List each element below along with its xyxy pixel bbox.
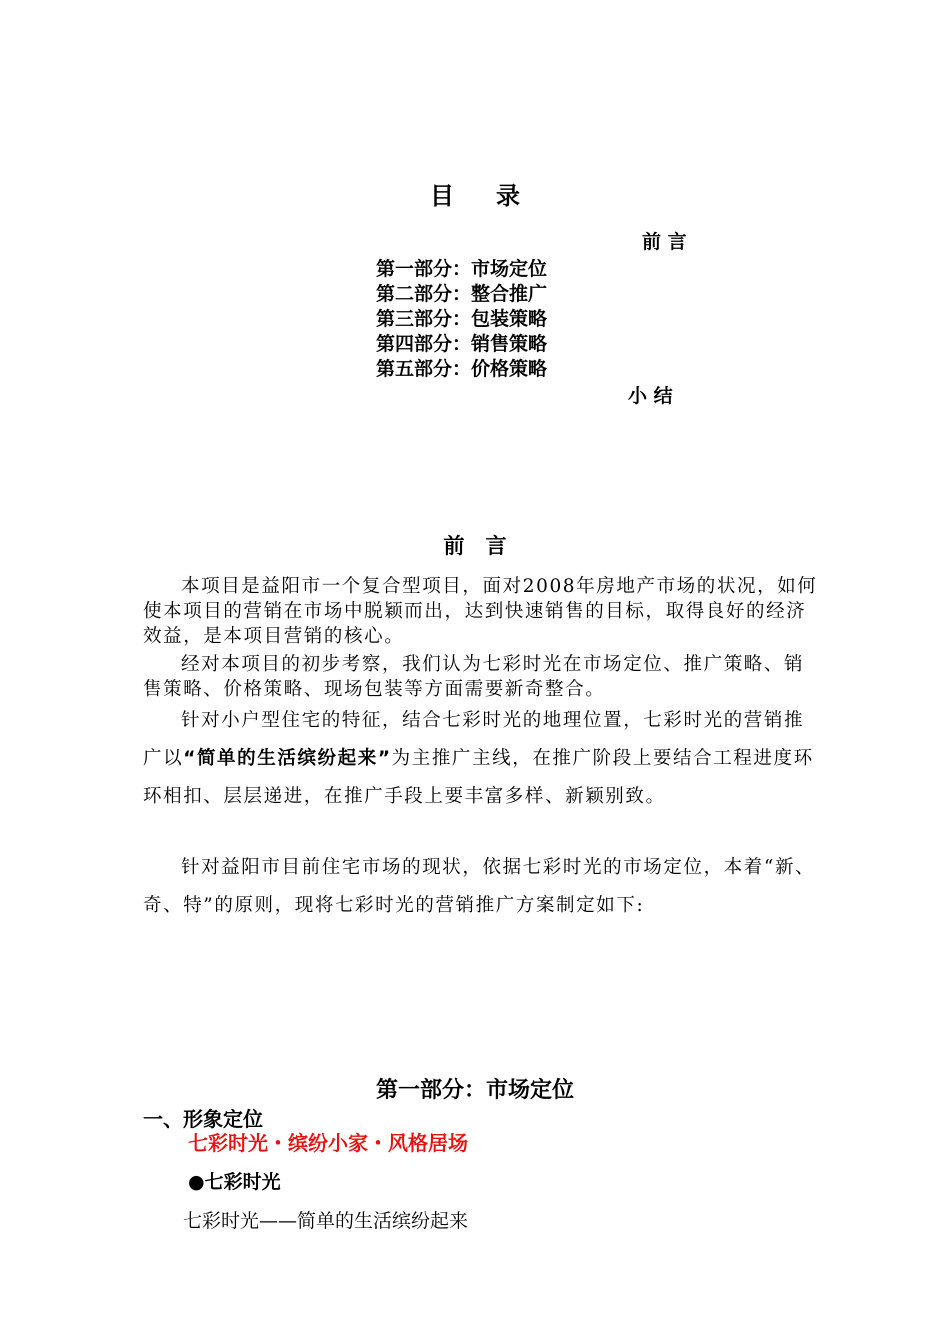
project-slogan: 七彩时光・缤纷小家・风格居场 [188, 1131, 468, 1155]
toc-item-part3[interactable]: 第三部分：包装策略 [376, 308, 548, 330]
preface-paragraph-3: 针对小户型住宅的特征，结合七彩时光的地理位置，七彩时光的营销推广以“简单的生活缤纷起来”为主推广主线，在推广阶段上要结合工程进度环环相扣、层层递进，在推广手段上要丰富多样、新颖别致。 [143, 710, 814, 807]
preface-paragraph-4: 针对益阳市目前住宅市场的现状，依据七彩时光的市场定位，本着“新、奇、特”的原则，现将七彩时光的营销推广方案制定如下: [143, 857, 816, 916]
bullet-heading: ●七彩时光 [188, 1171, 281, 1193]
preface-paragraph-2: 经对本项目的初步考察，我们认为七彩时光在市场定位、推广策略、销售策略、价格策略、现场包装等方面需要新奇整合。 [143, 654, 805, 700]
toc-item-part2[interactable]: 第二部分：整合推广 [376, 283, 548, 305]
part1-title: 第一部分：市场定位 [375, 1078, 574, 1103]
preface-title: 前 言 [443, 534, 507, 558]
toc-item-summary[interactable]: 小 结 [628, 385, 673, 407]
toc-title: 目 录 [430, 182, 520, 210]
body-text-line: 七彩时光——简单的生活缤纷起来 [183, 1210, 469, 1232]
slogan-emphasis: “简单的生活缤纷起来” [183, 748, 392, 769]
preface-paragraph-1: 本项目是益阳市一个复合型项目，面对2008年房地产市场的状况，如何使本项目的营销在市场中脱颖而出，达到快速销售的目标，取得良好的经济效益，是本项目营销的核心。 [143, 576, 818, 647]
section-heading: 一、形象定位 [143, 1107, 263, 1131]
toc-item-part1[interactable]: 第一部分：市场定位 [376, 258, 548, 280]
toc-item-part5[interactable]: 第五部分：价格策略 [376, 358, 548, 380]
toc-item-preface[interactable]: 前 言 [642, 231, 687, 253]
toc-item-part4[interactable]: 第四部分：销售策略 [376, 333, 548, 355]
